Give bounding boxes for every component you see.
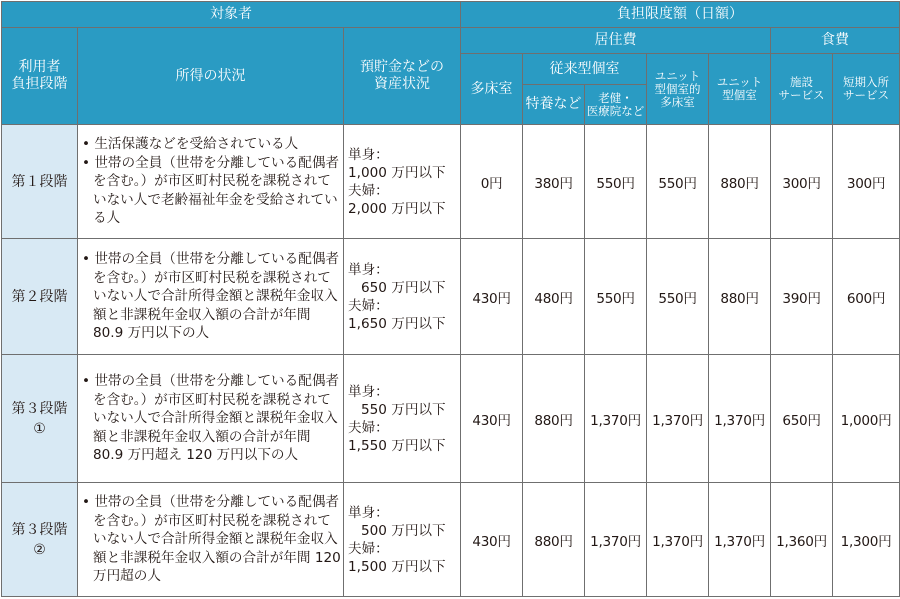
value-cell: 430円 [461,355,523,483]
value-cell: 1,370円 [585,355,647,483]
value-cell: 1,370円 [709,355,771,483]
value-cell: 300円 [833,125,900,239]
value-cell: 380円 [523,125,585,239]
stage-cell: 第１段階 [2,125,78,239]
value-cell: 550円 [647,125,709,239]
value-cell: 880円 [523,355,585,483]
value-cell: 880円 [709,239,771,355]
value-cell: 1,370円 [647,355,709,483]
value-cell: 300円 [771,125,833,239]
income-item: • 世帯の全員（世帯を分離している配偶者を含む。）が市区町村民税を課税されていない人で合計所得金額と課税年金収入額と非課税年金収入額の合計が年間 80.9 万円以下の人 [82,251,340,342]
income-item: • 世帯の全員（世帯を分離している配偶者を含む。）が市区町村民税を課税されていない人で合計所得金額と課税年金収入額と非課税年金収入額の合計が年間 120 万円超の人 [82,494,341,585]
unit-semi-header: ユニット 型個室的 多床室 [647,54,709,125]
tokuyo-header: 特養など [523,85,585,125]
value-cell: 1,000円 [833,355,900,483]
value-cell: 650円 [771,355,833,483]
stage-cell: 第３段階 ① [2,355,78,483]
asset-col-header: 預貯金などの 資産状況 [344,28,461,125]
stage-col-header: 利用者 負担段階 [2,28,78,125]
value-cell: 880円 [523,483,585,597]
multi-bed-header: 多床室 [461,54,523,125]
table-row [2,239,900,355]
value-cell: 430円 [461,239,523,355]
value-cell: 1,370円 [709,483,771,597]
value-cell: 550円 [647,239,709,355]
value-cell: 550円 [585,239,647,355]
table-row [2,125,900,239]
value-cell: 390円 [771,239,833,355]
income-cell [78,483,344,597]
value-cell: 880円 [709,125,771,239]
limit-header: 負担限度額（日額） [461,2,900,28]
asset-cell: 単身： 1,000 万円以下 夫婦： 2,000 万円以下 [344,125,461,239]
housing-header: 居住費 [461,28,771,54]
income-item: • 世帯の全員（世帯を分離している配偶者を含む。）が市区町村民税を課税されていない人で老齢福祉年金を受給されている人 [82,154,340,227]
table-row [2,483,900,597]
food-header: 食費 [771,28,900,54]
value-cell: 0円 [461,125,523,239]
target-header: 対象者 [2,2,461,28]
income-col-header: 所得の状況 [78,28,344,125]
asset-cell: 単身： 550 万円以下 夫婦： 1,550 万円以下 [344,355,461,483]
value-cell: 1,360円 [771,483,833,597]
value-cell: 480円 [523,239,585,355]
roken-header: 老健・ 医療院など [585,85,647,125]
value-cell: 430円 [461,483,523,597]
burden-limit-table [1,1,900,597]
value-cell: 1,370円 [647,483,709,597]
stage-cell: 第２段階 [2,239,78,355]
unit-private-header: ユニット 型個室 [709,54,771,125]
value-cell: 600円 [833,239,900,355]
asset-cell: 単身： 650 万円以下 夫婦： 1,650 万円以下 [344,239,461,355]
income-item: • 世帯の全員（世帯を分離している配偶者を含む。）が市区町村民税を課税されていない人で合計所得金額と課税年金収入額と非課税年金収入額の合計が年間 80.9 万円超え 120 万円以下の人 [82,373,340,464]
short-stay-header: 短期入所 サービス [833,54,900,125]
income-cell [78,125,344,239]
income-cell [78,239,344,355]
income-item: • 生活保護などを受給されている人 [82,136,299,153]
income-cell [78,355,344,483]
value-cell: 1,370円 [585,483,647,597]
conventional-header: 従来型個室 [523,54,647,85]
asset-cell: 単身： 500 万円以下 夫婦： 1,500 万円以下 [344,483,461,597]
facility-service-header: 施設 サービス [771,54,833,125]
table-row [2,355,900,483]
value-cell: 550円 [585,125,647,239]
stage-cell: 第３段階 ② [2,483,78,597]
value-cell: 1,300円 [833,483,900,597]
